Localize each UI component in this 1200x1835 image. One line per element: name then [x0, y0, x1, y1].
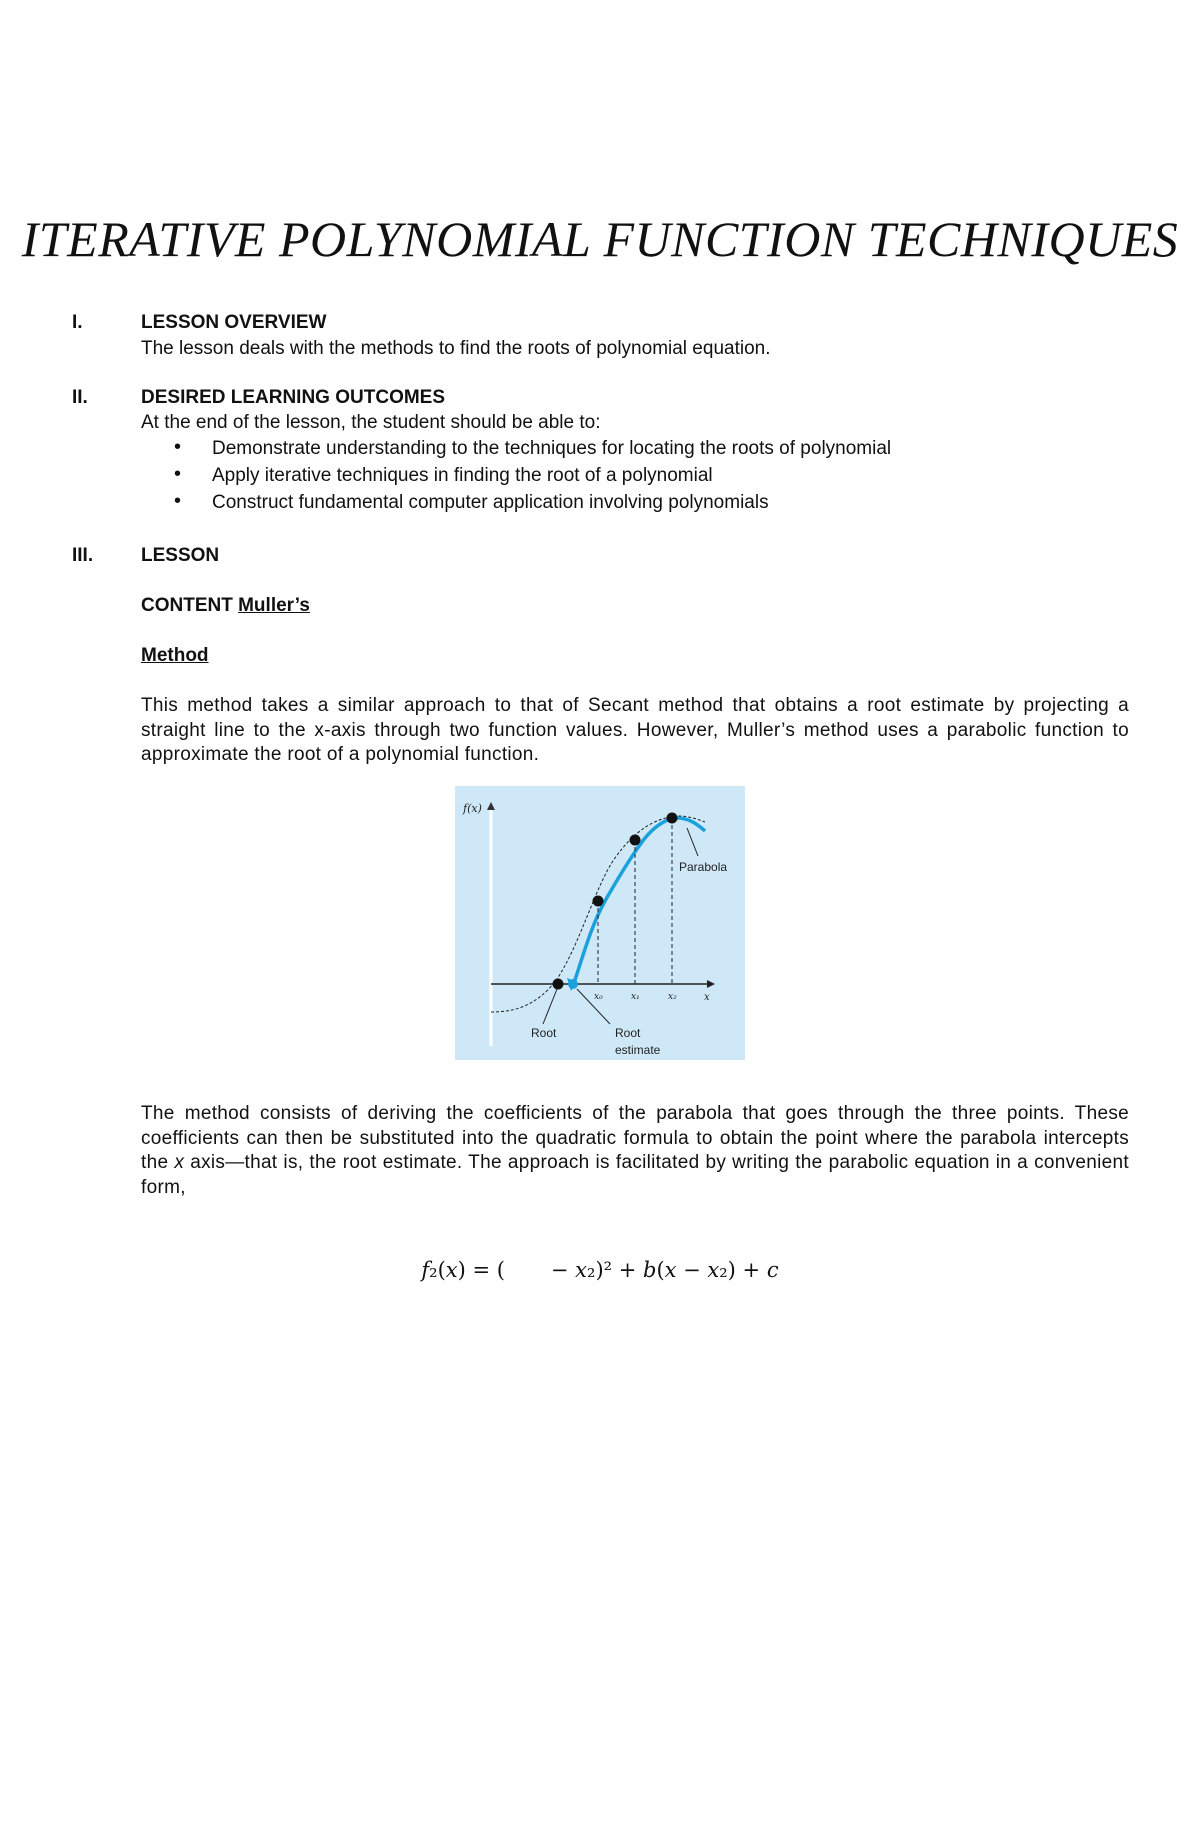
learning-outcomes-intro: At the end of the lesson, the student should be able to: — [141, 412, 601, 433]
root-estimate-point — [568, 979, 578, 989]
equation-rhs: − 𝑥₂)² + 𝑏(𝑥 − 𝑥₂) + 𝑐 — [550, 1258, 779, 1282]
x-axis-label: x — [704, 992, 710, 1003]
content-heading — [141, 595, 310, 617]
equation-lhs: 𝑓₂(𝑥) = ( — [421, 1258, 505, 1282]
parabola-label: Parabola — [679, 860, 728, 874]
point-x1 — [630, 835, 641, 846]
lesson-overview-text: The lesson deals with the methods to find the roots of polynomial equation. — [141, 338, 771, 359]
bullet-icon: • — [174, 490, 182, 512]
outcome-item: Demonstrate understanding to the techniques for locating the roots of polynomial — [212, 438, 892, 459]
point-x0 — [593, 896, 604, 907]
section-heading-learning-outcomes: DESIRED LEARNING OUTCOMES — [141, 387, 446, 408]
method-paragraph-part1: The method consists of deriving the coefficients of the parabola that goes through the three points. These coefficients can then be substituted into the quadratic formula to obtain the point where the parabola intercepts the — [141, 1103, 1129, 1173]
bullet-icon: • — [174, 463, 182, 485]
bullet-icon: • — [174, 436, 182, 458]
muller-method-figure — [455, 786, 745, 1060]
method-paragraph-part2: axis—that is, the root estimate. The approach is facilitated by writing the parabolic equation in a convenient form, — [141, 1152, 1129, 1198]
root-label: Root — [531, 1026, 557, 1040]
method-label: Method — [141, 645, 209, 666]
point-x2 — [667, 813, 678, 824]
method-heading — [141, 645, 209, 667]
equation-missing-term — [512, 1258, 545, 1282]
root-estimate-label-line1: Root — [615, 1026, 641, 1040]
section-heading-lesson: LESSON — [141, 545, 220, 566]
outcome-item: Construct fundamental computer application involving polynomials — [212, 492, 769, 513]
outcome-item: Apply iterative techniques in finding the root of a polynomial — [212, 465, 713, 486]
parabola-equation — [0, 1258, 1200, 1282]
root-point — [553, 979, 564, 990]
y-axis-label: f(x) — [463, 802, 482, 815]
tick-label-x0: x₀ — [594, 992, 603, 1002]
x-axis-italic: x — [174, 1152, 185, 1173]
intro-paragraph: This method takes a similar approach to that of Secant method that obtains a root estimate by projecting a straight line to the x-axis through two function values. However, Muller’s method uses a parabolic function to approximate the root of a polynomial function. — [141, 695, 1129, 765]
section-heading-lesson-overview: LESSON OVERVIEW — [141, 312, 327, 333]
mullers-heading: Muller’s — [238, 595, 310, 616]
content-label: CONTENT — [141, 595, 233, 616]
tick-label-x2: x₂ — [668, 992, 677, 1002]
section-numeral-2: II. — [72, 387, 88, 408]
section-numeral-3: III. — [72, 545, 94, 566]
page-title: ITERATIVE POLYNOMIAL FUNCTION TECHNIQUES — [21, 211, 1179, 267]
root-estimate-label-line2: estimate — [615, 1043, 661, 1057]
method-paragraph — [141, 1102, 1129, 1200]
section-numeral-1: I. — [72, 312, 83, 333]
tick-label-x1: x₁ — [631, 992, 640, 1002]
